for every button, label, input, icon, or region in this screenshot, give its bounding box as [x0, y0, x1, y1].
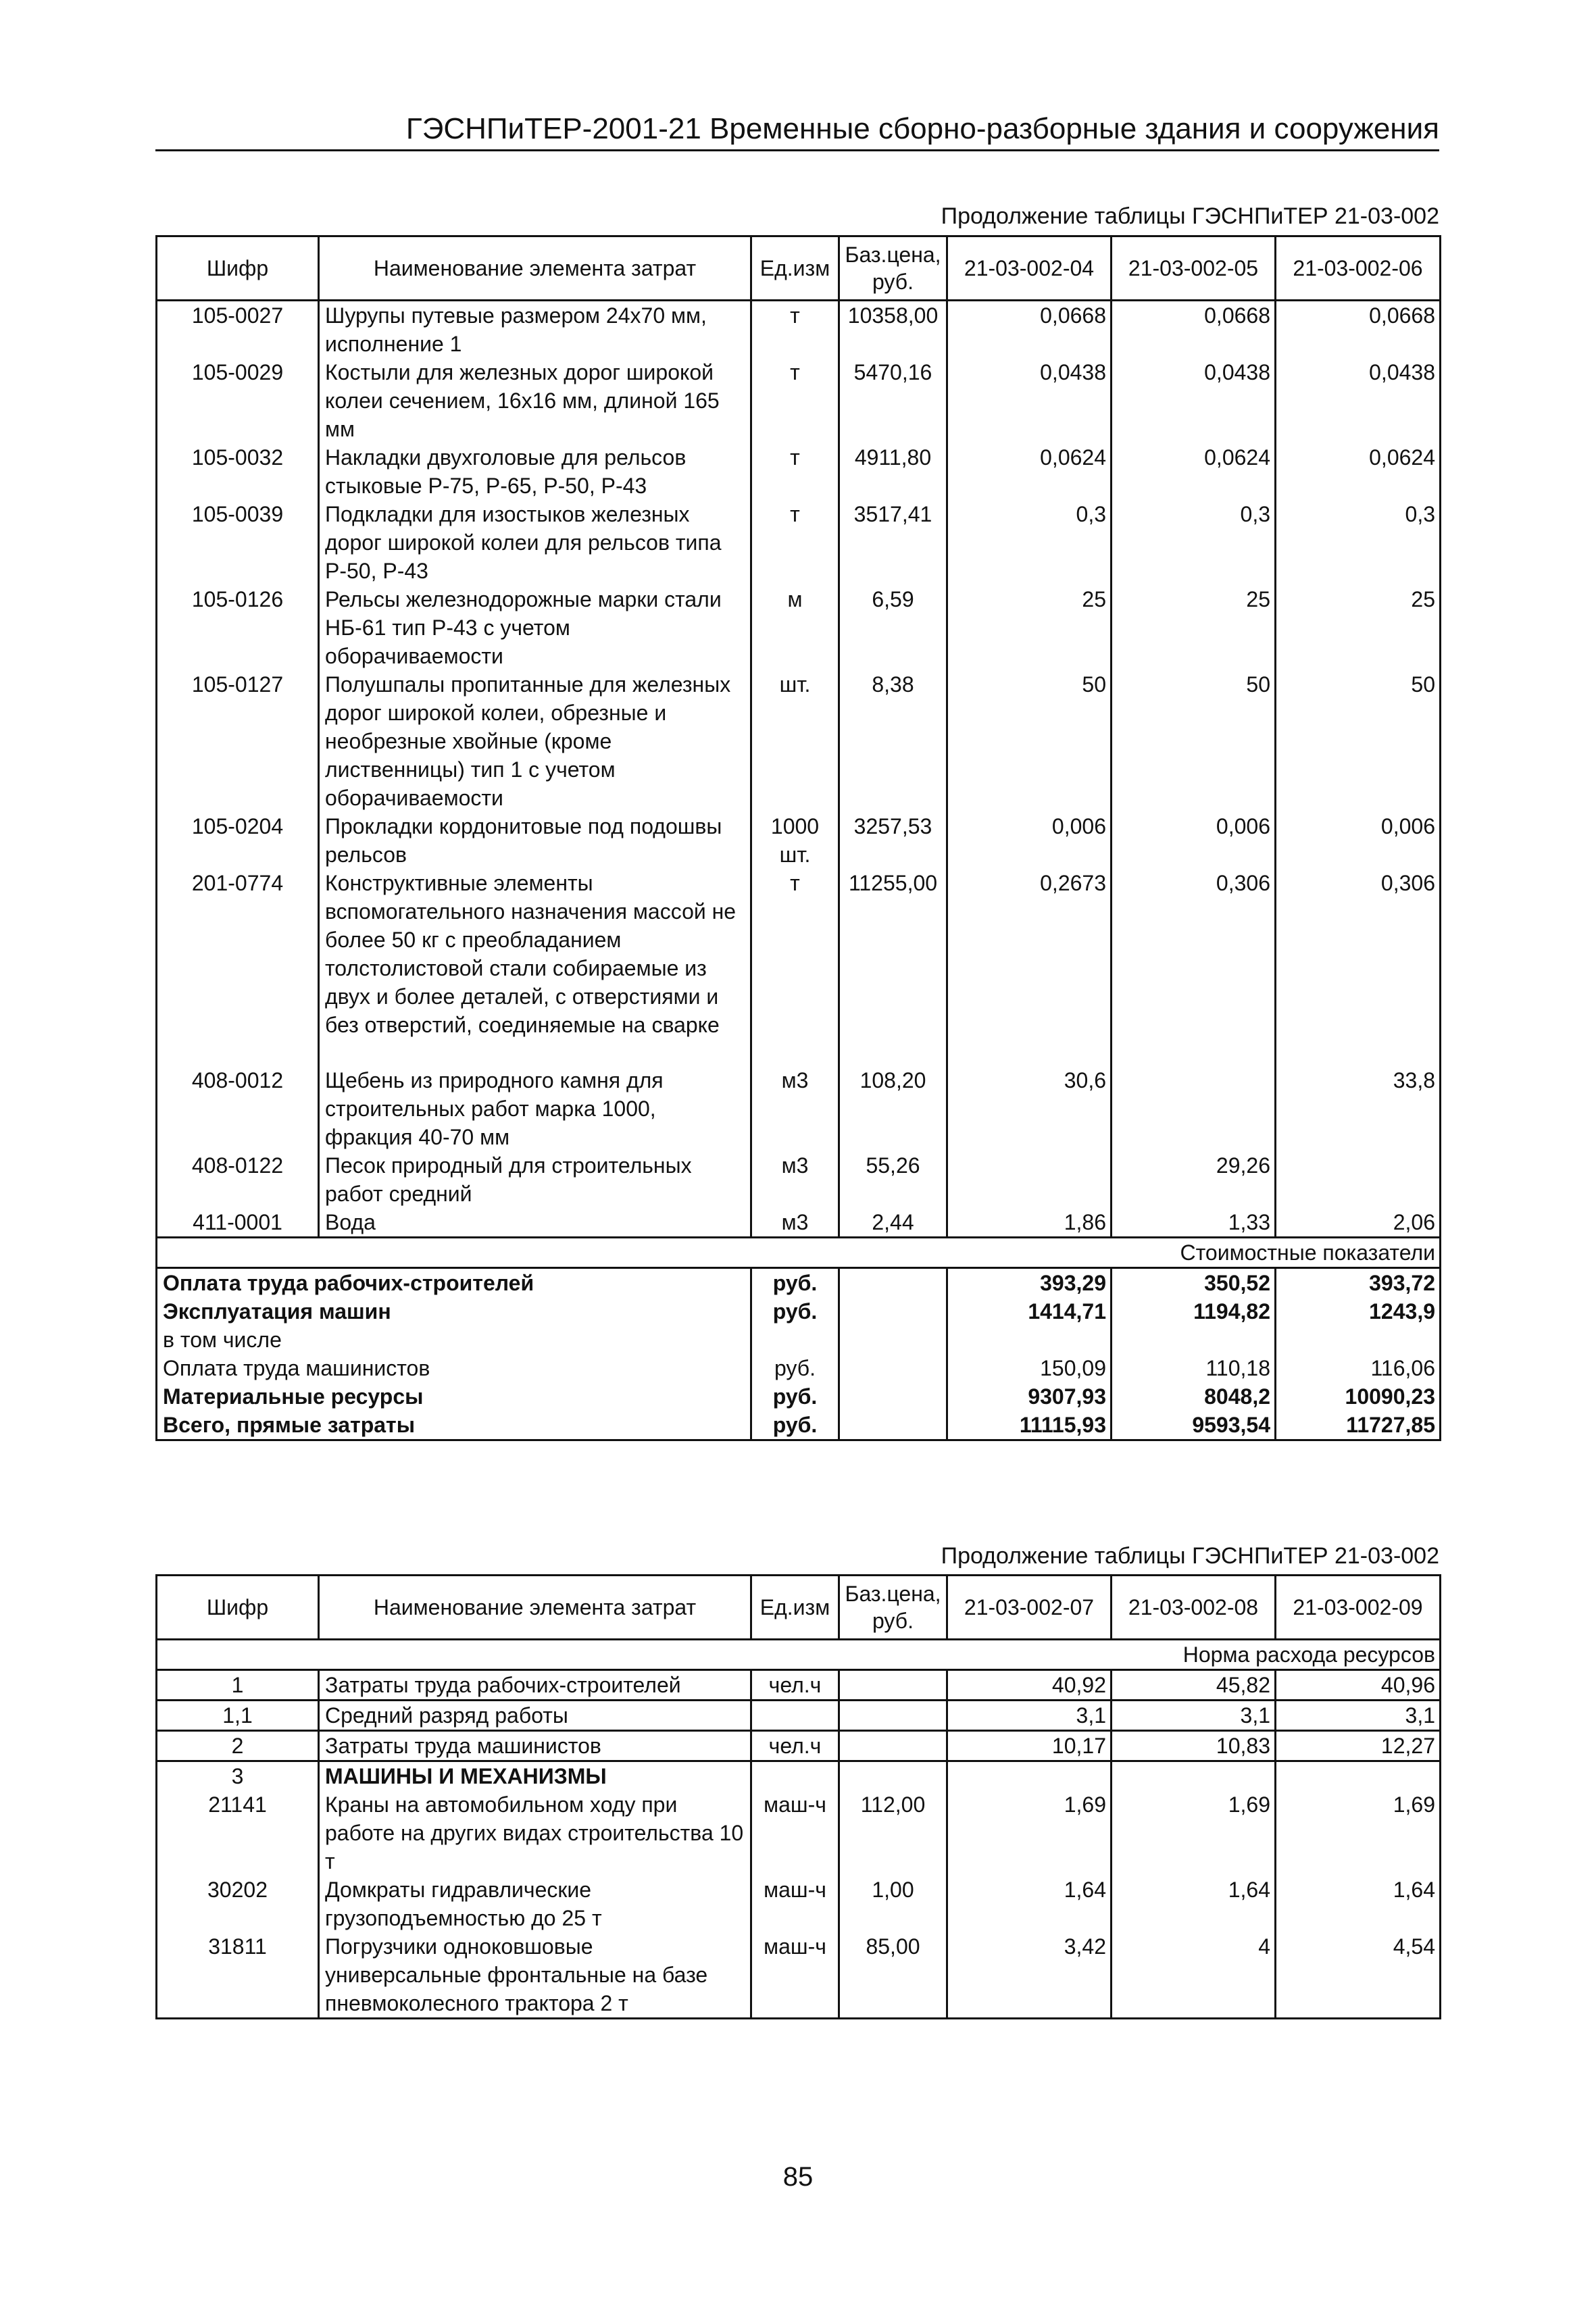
cell-unit: м3 [751, 1208, 839, 1238]
cell-name: Затраты труда рабочих-строителей [319, 1670, 751, 1701]
summary-value: 9593,54 [1112, 1411, 1276, 1440]
cell-name: Подкладки для изостыков железных дорог широкой колеи для рельсов типа Р-50, Р-43 [319, 500, 751, 585]
summary-label: Материальные ресурсы [157, 1382, 751, 1411]
cell-value: 40,92 [947, 1670, 1112, 1701]
cell-value: 40,96 [1276, 1670, 1441, 1701]
summary-value: 11727,85 [1276, 1411, 1441, 1440]
cell-value: 3,1 [1276, 1701, 1441, 1731]
cell-value: 0,3 [1112, 500, 1276, 585]
cell-value: 4 [1112, 1932, 1276, 2019]
summary-value [1276, 1326, 1441, 1354]
table1-header-row [157, 236, 1441, 301]
cell-name: Костыли для железных дорог широкой колеи сечением, 16х16 мм, длиной 165 мм [319, 358, 751, 443]
table-row [157, 1670, 1441, 1701]
summary-value: 1243,9 [1276, 1297, 1441, 1326]
table-row [157, 500, 1441, 585]
cell-value: 29,26 [1112, 1151, 1276, 1208]
cell-name: Погрузчики одноковшовые универсальные фронтальные на базе пневмоколесного трактора 2 т [319, 1932, 751, 2019]
summary-value: 150,09 [947, 1354, 1112, 1382]
cell-value: 10,83 [1112, 1731, 1276, 1761]
table-row [157, 358, 1441, 443]
cell-value: 0,0624 [1276, 443, 1441, 500]
cell-name: Краны на автомобильном ходу при работе на других видах строительства 10 т [319, 1790, 751, 1876]
cell-code: 408-0012 [157, 1066, 319, 1151]
cell-price [839, 1761, 947, 1791]
table-row [157, 1731, 1441, 1761]
cell-unit: маш-ч [751, 1876, 839, 1932]
cell-value: 50 [1112, 670, 1276, 812]
summary-value: 1194,82 [1112, 1297, 1276, 1326]
cell-value: 3,42 [947, 1932, 1112, 2019]
spacer-row [157, 1039, 1441, 1066]
summary-label: Эксплуатация машин [157, 1297, 751, 1326]
cell-name: Конструктивные элементы вспомогательного назначения массой не более 50 кг с преобладанием толстолистовой стали собираемые из двух и более деталей, с отверстиями и без отверстий, соединяемые на сварке [319, 869, 751, 1039]
cell-value: 0,306 [1276, 869, 1441, 1039]
section-label: Стоимостные показатели [157, 1238, 1441, 1268]
cell-code: 1,1 [157, 1701, 319, 1731]
cell-code: 2 [157, 1731, 319, 1761]
table-row [157, 670, 1441, 812]
cell-value: 0,006 [1112, 812, 1276, 869]
cell-unit: шт. [751, 670, 839, 812]
summary-unit: руб. [751, 1382, 839, 1411]
cell-value [947, 1151, 1112, 1208]
cell-value: 0,0438 [1276, 358, 1441, 443]
header-col-08: 21-03-002-08 [1112, 1576, 1276, 1640]
cell-value: 0,0668 [1112, 301, 1276, 359]
cell-value: 1,64 [1112, 1876, 1276, 1932]
cell-code: 105-0029 [157, 358, 319, 443]
cell-name: Шурупы путевые размером 24х70 мм, исполнение 1 [319, 301, 751, 359]
summary-unit: руб. [751, 1354, 839, 1382]
table-row [157, 1790, 1441, 1876]
cell-price: 5470,16 [839, 358, 947, 443]
table-row [157, 301, 1441, 359]
header-col-09: 21-03-002-09 [1276, 1576, 1441, 1640]
summary-label: Оплата труда рабочих-строителей [157, 1268, 751, 1298]
summary-value: 9307,93 [947, 1382, 1112, 1411]
running-header: ГЭСНПиТЕР-2001-21 Временные сборно-разборные здания и сооружения [155, 111, 1439, 151]
table-row [157, 585, 1441, 670]
summary-row [157, 1268, 1441, 1298]
cell-price: 6,59 [839, 585, 947, 670]
cell-value [947, 1761, 1112, 1791]
cell-unit: чел.ч [751, 1670, 839, 1701]
cell-unit: маш-ч [751, 1932, 839, 2019]
table2-header-row [157, 1576, 1441, 1640]
summary-unit [751, 1326, 839, 1354]
cell-name: Щебень из природного камня для строительных работ марка 1000, фракция 40-70 мм [319, 1066, 751, 1151]
cell-unit [751, 1761, 839, 1791]
summary-row [157, 1411, 1441, 1440]
cell-value: 3,1 [947, 1701, 1112, 1731]
table-row [157, 869, 1441, 1039]
table-row [157, 443, 1441, 500]
cell-price: 1,00 [839, 1876, 947, 1932]
summary-unit: руб. [751, 1297, 839, 1326]
cell-value: 1,69 [1112, 1790, 1276, 1876]
header-col-06: 21-03-002-06 [1276, 236, 1441, 301]
cell-code: 408-0122 [157, 1151, 319, 1208]
cell-code: 105-0039 [157, 500, 319, 585]
header-col-07: 21-03-002-07 [947, 1576, 1112, 1640]
header-code: Шифр [157, 1576, 319, 1640]
cell-value: 3,1 [1112, 1701, 1276, 1731]
cell-code: 30202 [157, 1876, 319, 1932]
section-row [157, 1640, 1441, 1670]
page-number: 85 [782, 2162, 814, 2192]
summary-value [1112, 1326, 1276, 1354]
cell-value: 1,69 [947, 1790, 1112, 1876]
cell-code: 31811 [157, 1932, 319, 2019]
table1-resources [155, 235, 1441, 1441]
cell-value: 0,006 [947, 812, 1112, 869]
section-row [157, 1238, 1441, 1268]
cell-code: 105-0027 [157, 301, 319, 359]
table-row [157, 1151, 1441, 1208]
cell-price [839, 1731, 947, 1761]
cell-value [1112, 1066, 1276, 1151]
table-row [157, 1066, 1441, 1151]
cell-value: 1,86 [947, 1208, 1112, 1238]
table-row [157, 1208, 1441, 1238]
cell-price: 8,38 [839, 670, 947, 812]
cell-price: 108,20 [839, 1066, 947, 1151]
cell-value: 25 [1112, 585, 1276, 670]
cell-value: 0,3 [947, 500, 1112, 585]
cell-unit: т [751, 301, 839, 359]
cell-price [839, 1670, 947, 1701]
cell-price: 2,44 [839, 1208, 947, 1238]
cell-unit: т [751, 358, 839, 443]
cell-value: 0,0668 [947, 301, 1112, 359]
cell-code: 105-0032 [157, 443, 319, 500]
cell-code: 1 [157, 1670, 319, 1701]
header-col-05: 21-03-002-05 [1112, 236, 1276, 301]
summary-value: 10090,23 [1276, 1382, 1441, 1411]
header-price: Баз.цена, руб. [839, 1576, 947, 1640]
cell-value: 50 [947, 670, 1112, 812]
cell-unit: т [751, 500, 839, 585]
cell-value [1276, 1761, 1441, 1791]
cell-value: 25 [1276, 585, 1441, 670]
cell-price: 3257,53 [839, 812, 947, 869]
cell-value: 1,69 [1276, 1790, 1441, 1876]
cell-value: 30,6 [947, 1066, 1112, 1151]
cell-value: 50 [1276, 670, 1441, 812]
cell-value: 33,8 [1276, 1066, 1441, 1151]
cell-value: 0,2673 [947, 869, 1112, 1039]
cell-value [1276, 1151, 1441, 1208]
cell-value [1112, 1761, 1276, 1791]
cell-name: Вода [319, 1208, 751, 1238]
cell-unit: маш-ч [751, 1790, 839, 1876]
cell-name: Домкраты гидравлические грузоподъемностью до 25 т [319, 1876, 751, 1932]
cell-value: 0,0438 [947, 358, 1112, 443]
cell-price: 85,00 [839, 1932, 947, 2019]
summary-value: 116,06 [1276, 1354, 1441, 1382]
header-price: Баз.цена, руб. [839, 236, 947, 301]
cell-value: 1,64 [1276, 1876, 1441, 1932]
cell-code: 21141 [157, 1790, 319, 1876]
cell-price: 3517,41 [839, 500, 947, 585]
cell-value: 1,33 [1112, 1208, 1276, 1238]
table-row [157, 1932, 1441, 2019]
cell-name: Накладки двухголовые для рельсов стыковые Р-75, Р-65, Р-50, Р-43 [319, 443, 751, 500]
cell-price: 4911,80 [839, 443, 947, 500]
cell-unit: т [751, 869, 839, 1039]
cell-unit: м3 [751, 1066, 839, 1151]
summary-row [157, 1326, 1441, 1354]
cell-value: 2,06 [1276, 1208, 1441, 1238]
summary-value: 350,52 [1112, 1268, 1276, 1298]
cell-value: 0,0624 [947, 443, 1112, 500]
cell-name: МАШИНЫ И МЕХАНИЗМЫ [319, 1761, 751, 1791]
cell-unit: чел.ч [751, 1731, 839, 1761]
cell-code: 105-0126 [157, 585, 319, 670]
cell-unit: м [751, 585, 839, 670]
header-unit: Ед.изм [751, 1576, 839, 1640]
cell-code: 105-0127 [157, 670, 319, 812]
cell-unit: 1000 шт. [751, 812, 839, 869]
cell-code: 411-0001 [157, 1208, 319, 1238]
cell-code: 201-0774 [157, 869, 319, 1039]
summary-row [157, 1297, 1441, 1326]
table2-resources [155, 1574, 1441, 2019]
cell-price: 55,26 [839, 1151, 947, 1208]
cell-value: 0,3 [1276, 500, 1441, 585]
cell-value: 0,006 [1276, 812, 1441, 869]
cell-price: 11255,00 [839, 869, 947, 1039]
cell-name: Рельсы железнодорожные марки стали НБ-61 тип Р-43 с учетом оборачиваемости [319, 585, 751, 670]
summary-value: 393,72 [1276, 1268, 1441, 1298]
summary-label: Оплата труда машинистов [157, 1354, 751, 1382]
cell-name: Полушпалы пропитанные для железных дорог широкой колеи, обрезные и необрезные хвойные (кроме лиственницы) тип 1 с учетом оборачиваемости [319, 670, 751, 812]
header-name: Наименование элемента затрат [319, 236, 751, 301]
summary-label: Всего, прямые затраты [157, 1411, 751, 1440]
section-label: Норма расхода ресурсов [157, 1640, 1441, 1670]
cell-name: Средний разряд работы [319, 1701, 751, 1731]
summary-value: 393,29 [947, 1268, 1112, 1298]
header-code: Шифр [157, 236, 319, 301]
cell-value: 1,64 [947, 1876, 1112, 1932]
cell-price: 10358,00 [839, 301, 947, 359]
cell-code: 3 [157, 1761, 319, 1791]
summary-value: 1414,71 [947, 1297, 1112, 1326]
header-name: Наименование элемента затрат [319, 1576, 751, 1640]
summary-value: 110,18 [1112, 1354, 1276, 1382]
table-row [157, 1876, 1441, 1932]
cell-value: 0,306 [1112, 869, 1276, 1039]
cell-value: 0,0668 [1276, 301, 1441, 359]
cell-code: 105-0204 [157, 812, 319, 869]
cell-price: 112,00 [839, 1790, 947, 1876]
table1-caption: Продолжение таблицы ГЭСНПиТЕР 21-03-002 [941, 203, 1439, 229]
cell-value: 0,0438 [1112, 358, 1276, 443]
summary-unit: руб. [751, 1268, 839, 1298]
cell-value: 10,17 [947, 1731, 1112, 1761]
header-unit: Ед.изм [751, 236, 839, 301]
summary-value: 8048,2 [1112, 1382, 1276, 1411]
table2-caption: Продолжение таблицы ГЭСНПиТЕР 21-03-002 [941, 1543, 1439, 1569]
cell-unit [751, 1701, 839, 1731]
summary-unit: руб. [751, 1411, 839, 1440]
cell-name: Затраты труда машинистов [319, 1731, 751, 1761]
cell-price [839, 1701, 947, 1731]
summary-value: 11115,93 [947, 1411, 1112, 1440]
table-row [157, 1701, 1441, 1731]
header-col-04: 21-03-002-04 [947, 236, 1112, 301]
cell-name: Прокладки кордонитовые под подошвы рельсов [319, 812, 751, 869]
table-row [157, 812, 1441, 869]
cell-value: 12,27 [1276, 1731, 1441, 1761]
summary-row [157, 1354, 1441, 1382]
cell-value: 0,0624 [1112, 443, 1276, 500]
table-row [157, 1761, 1441, 1791]
cell-name: Песок природный для строительных работ средний [319, 1151, 751, 1208]
cell-unit: т [751, 443, 839, 500]
summary-label: в том числе [157, 1326, 751, 1354]
cell-unit: м3 [751, 1151, 839, 1208]
summary-row [157, 1382, 1441, 1411]
cell-value: 45,82 [1112, 1670, 1276, 1701]
cell-value: 25 [947, 585, 1112, 670]
cell-value: 4,54 [1276, 1932, 1441, 2019]
summary-value [947, 1326, 1112, 1354]
